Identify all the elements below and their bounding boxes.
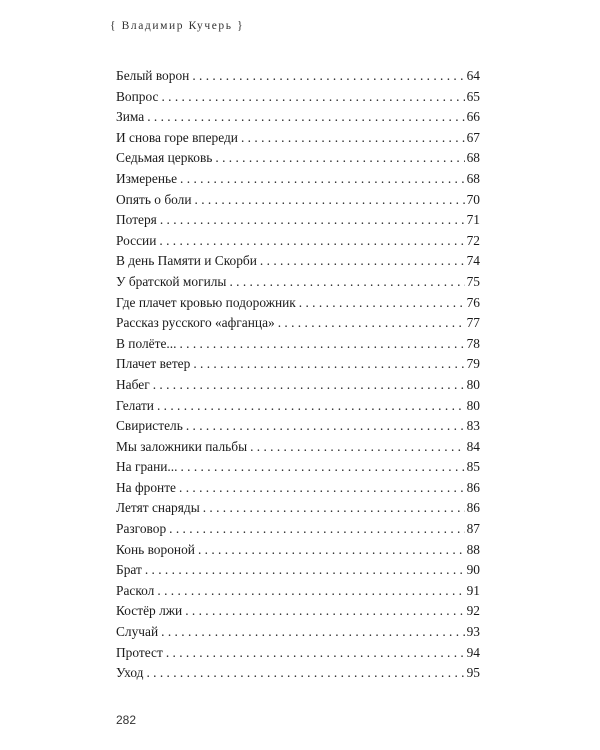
toc-entry-page: 75 xyxy=(466,273,480,289)
toc-entry-page: 90 xyxy=(466,562,480,578)
toc-entry-page: 83 xyxy=(466,418,480,434)
toc-entry xyxy=(116,560,480,581)
toc-entry-page: 80 xyxy=(466,397,480,413)
toc-entry-title: Набег xyxy=(116,376,150,392)
toc-entry-page: 72 xyxy=(466,232,480,248)
toc-entry-page: 93 xyxy=(466,624,480,640)
toc-entry-title: Где плачет кровью подорожник xyxy=(116,294,296,310)
toc-entry xyxy=(116,540,480,561)
table-of-contents xyxy=(116,66,480,684)
toc-entry-title: На грани... xyxy=(116,459,178,475)
toc-leader-dots xyxy=(180,457,464,478)
toc-entry-page: 80 xyxy=(466,376,480,392)
toc-leader-dots xyxy=(169,519,464,540)
toc-leader-dots xyxy=(260,251,465,272)
page-number: 282 xyxy=(116,713,137,727)
toc-entry-page: 67 xyxy=(466,129,480,145)
toc-entry-page: 79 xyxy=(466,356,480,372)
toc-entry-title: Мы заложники пальбы xyxy=(116,438,248,454)
toc-entry-title: Разговор xyxy=(116,521,167,537)
toc-entry-title: Уход xyxy=(116,665,144,681)
toc-entry-title: В день Памяти и Скорби xyxy=(116,253,257,269)
toc-entry-page: 77 xyxy=(466,315,480,331)
toc-entry xyxy=(116,148,480,169)
running-head: { Владимир Кучерь } xyxy=(110,20,245,32)
toc-entry-title: Брат xyxy=(116,562,142,578)
toc-entry xyxy=(116,107,480,128)
toc-leader-dots xyxy=(160,210,465,231)
toc-entry-title: Гелати xyxy=(116,397,154,413)
toc-leader-dots xyxy=(146,663,464,684)
toc-entry-page: 78 xyxy=(466,335,480,351)
toc-entry xyxy=(116,416,480,437)
toc-entry-title: В полёте... xyxy=(116,335,177,351)
toc-entry xyxy=(116,498,480,519)
toc-leader-dots xyxy=(147,107,464,128)
toc-entry xyxy=(116,313,480,334)
toc-entry xyxy=(116,293,480,314)
toc-leader-dots xyxy=(153,375,465,396)
toc-leader-dots xyxy=(195,190,465,211)
toc-entry-page: 68 xyxy=(466,150,480,166)
toc-leader-dots xyxy=(159,231,464,252)
toc-leader-dots xyxy=(145,560,465,581)
toc-leader-dots xyxy=(161,87,464,108)
toc-entry-title: России xyxy=(116,232,157,248)
toc-leader-dots xyxy=(166,643,465,664)
toc-entry-title: У братской могилы xyxy=(116,273,227,289)
toc-entry xyxy=(116,334,480,355)
toc-entry xyxy=(116,643,480,664)
toc-entry xyxy=(116,87,480,108)
toc-entry-page: 74 xyxy=(466,253,480,269)
toc-entry xyxy=(116,190,480,211)
toc-leader-dots xyxy=(185,601,464,622)
toc-entry xyxy=(116,478,480,499)
toc-leader-dots xyxy=(203,498,465,519)
toc-leader-dots xyxy=(215,148,464,169)
toc-entry xyxy=(116,272,480,293)
toc-entry xyxy=(116,437,480,458)
toc-entry-page: 87 xyxy=(466,521,480,537)
toc-entry-title: И снова горе впереди xyxy=(116,129,238,145)
toc-entry-page: 86 xyxy=(466,500,480,516)
toc-leader-dots xyxy=(241,128,465,149)
toc-entry xyxy=(116,169,480,190)
toc-entry-title: Протест xyxy=(116,644,163,660)
toc-entry-page: 71 xyxy=(466,212,480,228)
toc-leader-dots xyxy=(278,313,465,334)
toc-entry xyxy=(116,251,480,272)
toc-entry-title: Опять о боли xyxy=(116,191,192,207)
toc-leader-dots xyxy=(193,354,464,375)
toc-entry-title: Случай xyxy=(116,624,159,640)
toc-entry-title: Рассказ русского «афганца» xyxy=(116,315,275,331)
toc-leader-dots xyxy=(186,416,465,437)
toc-entry-page: 85 xyxy=(466,459,480,475)
toc-entry xyxy=(116,396,480,417)
toc-leader-dots xyxy=(180,169,465,190)
toc-entry-page: 65 xyxy=(466,88,480,104)
toc-entry xyxy=(116,663,480,684)
toc-entry-page: 70 xyxy=(466,191,480,207)
toc-entry-title: Седьмая церковь xyxy=(116,150,213,166)
toc-entry-page: 86 xyxy=(466,479,480,495)
toc-entry-page: 94 xyxy=(466,644,480,660)
toc-leader-dots xyxy=(192,66,464,87)
toc-leader-dots xyxy=(250,437,465,458)
toc-entry xyxy=(116,375,480,396)
toc-entry-page: 66 xyxy=(466,109,480,125)
toc-entry-page: 68 xyxy=(466,170,480,186)
toc-entry-title: Костёр лжи xyxy=(116,603,183,619)
toc-entry xyxy=(116,457,480,478)
toc-entry-page: 84 xyxy=(466,438,480,454)
toc-entry xyxy=(116,231,480,252)
toc-leader-dots xyxy=(157,581,464,602)
toc-entry-title: Белый ворон xyxy=(116,68,190,83)
toc-leader-dots xyxy=(229,272,464,293)
toc-entry-title: Измеренье xyxy=(116,170,178,186)
toc-leader-dots xyxy=(161,622,464,643)
toc-leader-dots xyxy=(179,478,465,499)
toc-entry xyxy=(116,622,480,643)
toc-entry xyxy=(116,354,480,375)
toc-entry xyxy=(116,601,480,622)
toc-entry-title: Вопрос xyxy=(116,88,159,104)
toc-entry-page: 76 xyxy=(466,294,480,310)
toc-leader-dots xyxy=(157,396,465,417)
toc-entry-title: Зима xyxy=(116,109,145,125)
toc-entry-page: 91 xyxy=(466,582,480,598)
toc-entry-page: 64 xyxy=(466,68,480,83)
toc-leader-dots xyxy=(299,293,465,314)
toc-entry-title: Летят снаряды xyxy=(116,500,200,516)
toc-entry-page: 92 xyxy=(466,603,480,619)
toc-entry xyxy=(116,128,480,149)
toc-entry-title: Свиристель xyxy=(116,418,183,434)
toc-entry xyxy=(116,210,480,231)
toc-entry-page: 88 xyxy=(466,541,480,557)
toc-entry xyxy=(116,66,480,87)
toc-entry xyxy=(116,581,480,602)
toc-leader-dots xyxy=(198,540,465,561)
toc-entry-title: Потеря xyxy=(116,212,157,228)
toc-leader-dots xyxy=(179,334,464,355)
toc-entry xyxy=(116,519,480,540)
toc-entry-title: На фронте xyxy=(116,479,176,495)
toc-entry-title: Конь вороной xyxy=(116,541,195,557)
toc-entry-title: Раскол xyxy=(116,582,155,598)
toc-entry-page: 95 xyxy=(466,665,480,681)
toc-entry-title: Плачет ветер xyxy=(116,356,191,372)
